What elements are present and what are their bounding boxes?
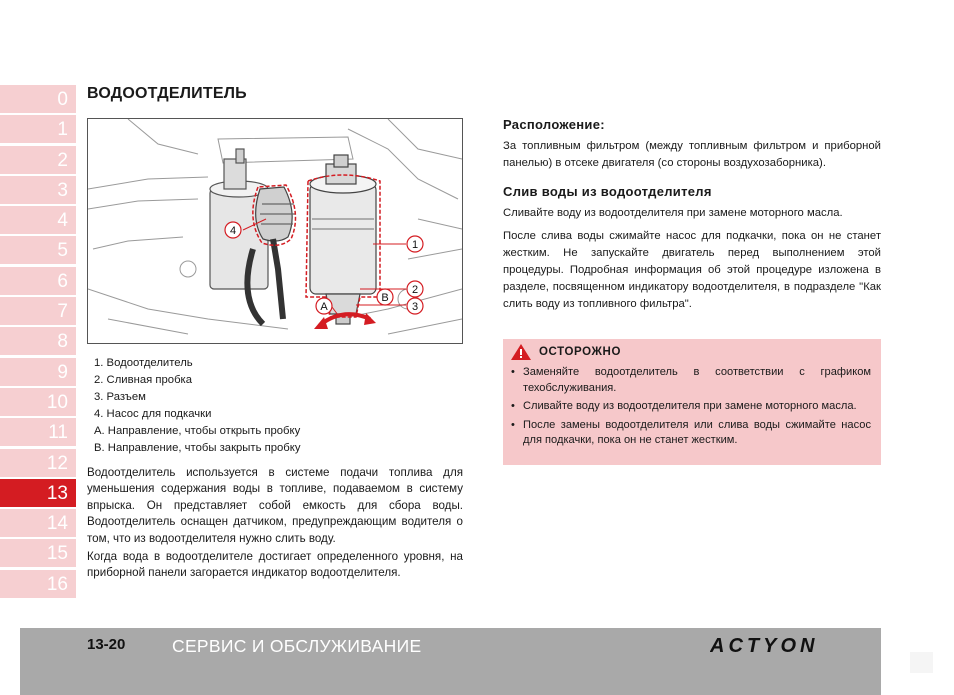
chapter-tab-2[interactable]: 2 bbox=[0, 146, 76, 174]
chapter-tab-8[interactable]: 8 bbox=[0, 327, 76, 355]
svg-text:4: 4 bbox=[229, 225, 237, 237]
description-paragraph: Когда вода в водоотделителе достигает определенного уровня, на приборной панели загорается индикатор водоотделителя. bbox=[87, 550, 463, 580]
brand-logo bbox=[710, 635, 874, 662]
description-text bbox=[87, 465, 463, 584]
warning-header bbox=[511, 344, 871, 360]
svg-text:2: 2 bbox=[411, 284, 419, 296]
svg-text:1: 1 bbox=[411, 239, 419, 251]
chapter-tab-9[interactable]: 9 bbox=[0, 358, 76, 386]
callout-1 bbox=[407, 236, 423, 252]
warning-item: • Сливайте воду из водоотделителя при замене моторного масла. bbox=[511, 400, 857, 412]
legend-item: 3. Разъем bbox=[94, 390, 146, 403]
warning-box bbox=[503, 339, 881, 465]
warning-triangle-icon bbox=[511, 344, 531, 360]
chapter-tab-15[interactable]: 15 bbox=[0, 539, 76, 567]
svg-text:A: A bbox=[320, 301, 328, 313]
svg-text:3: 3 bbox=[411, 301, 419, 313]
warning-item: • Заменяйте водоотделитель в соответствии с графиком техобслуживания. bbox=[511, 366, 871, 394]
corner-marker bbox=[910, 652, 933, 673]
section-title: ВОДООТДЕЛИТЕЛЬ bbox=[87, 85, 247, 102]
chapter-tab-13-active[interactable]: 13 bbox=[0, 479, 76, 507]
chapter-tab-1[interactable]: 1 bbox=[0, 115, 76, 143]
right-column bbox=[503, 117, 881, 313]
chapter-tab-7[interactable]: 7 bbox=[0, 297, 76, 325]
drain-heading: Слив воды из водоотделителя bbox=[503, 184, 712, 199]
chapter-tab-12[interactable]: 12 bbox=[0, 449, 76, 477]
location-heading: Расположение: bbox=[503, 117, 605, 132]
drain-text-1: Сливайте воду из водоотделителя при замене моторного масла. bbox=[503, 207, 843, 219]
chapter-tab-4[interactable]: 4 bbox=[0, 206, 76, 234]
water-separator-illustration bbox=[87, 118, 463, 344]
footer-bar bbox=[20, 628, 881, 695]
page-number: 13-20 bbox=[87, 636, 126, 653]
drain-text-2: После слива воды сжимайте насос для подкачки, пока он не станет жестким. Не запускайте двигатель перед выполнением этой процедуры. Подробная информация об этой процедуре изложена в разделе, посвященном индикатору водоотделителя, в подразделе "Как слить воду из топливного фильтра". bbox=[503, 230, 881, 310]
warning-title: ОСТОРОЖНО bbox=[539, 346, 622, 358]
callout-4 bbox=[225, 222, 241, 238]
chapter-tab-0[interactable]: 0 bbox=[0, 85, 76, 113]
legend-item: 1. Водоотделитель bbox=[94, 357, 193, 369]
warning-item: • После замены водоотделителя или слива воды сжимайте насос для подкачки, пока он не станет жестким. bbox=[511, 418, 871, 446]
legend-item: B. Направление, чтобы закрыть пробку bbox=[94, 441, 301, 454]
callout-b bbox=[377, 289, 393, 305]
figure-legend bbox=[94, 355, 300, 456]
legend-item: 4. Насос для подкачки bbox=[94, 407, 212, 420]
callout-2 bbox=[407, 281, 423, 297]
chapter-tab-5[interactable]: 5 bbox=[0, 236, 76, 264]
description-paragraph: Водоотделитель используется в системе подачи топлива для уменьшения содержания воды в топливе, подаваемом в систему впрыска. Он представляет собой емкость для сбора воды. Водоотделитель оснащен датчиком, предупреждающим водителя о том, что из водоотделителя нужно слить воду. bbox=[87, 466, 463, 545]
legend-item: A. Направление, чтобы открыть пробку bbox=[94, 424, 301, 437]
chapter-tab-10[interactable]: 10 bbox=[0, 388, 76, 416]
callout-3 bbox=[407, 298, 423, 314]
chapter-tabs bbox=[0, 85, 76, 600]
svg-text:ACTYON: ACTYON bbox=[710, 635, 819, 657]
chapter-tab-11[interactable]: 11 bbox=[0, 418, 76, 446]
svg-text:B: B bbox=[381, 292, 389, 304]
chapter-tab-6[interactable]: 6 bbox=[0, 267, 76, 295]
actyon-logo bbox=[710, 635, 874, 657]
footer-title: СЕРВИС И ОБСЛУЖИВАНИЕ bbox=[172, 636, 422, 656]
chapter-tab-14[interactable]: 14 bbox=[0, 509, 76, 537]
chapter-tab-3[interactable]: 3 bbox=[0, 176, 76, 204]
chapter-tab-16[interactable]: 16 bbox=[0, 570, 76, 598]
engine-bay-drawing bbox=[88, 119, 462, 343]
callout-a bbox=[316, 298, 332, 314]
location-text: За топливным фильтром (между топливным фильтром и приборной панелью) в отсеке двигателя (со стороны воздухозаборника). bbox=[503, 140, 881, 169]
legend-item: 2. Сливная пробка bbox=[94, 373, 193, 386]
